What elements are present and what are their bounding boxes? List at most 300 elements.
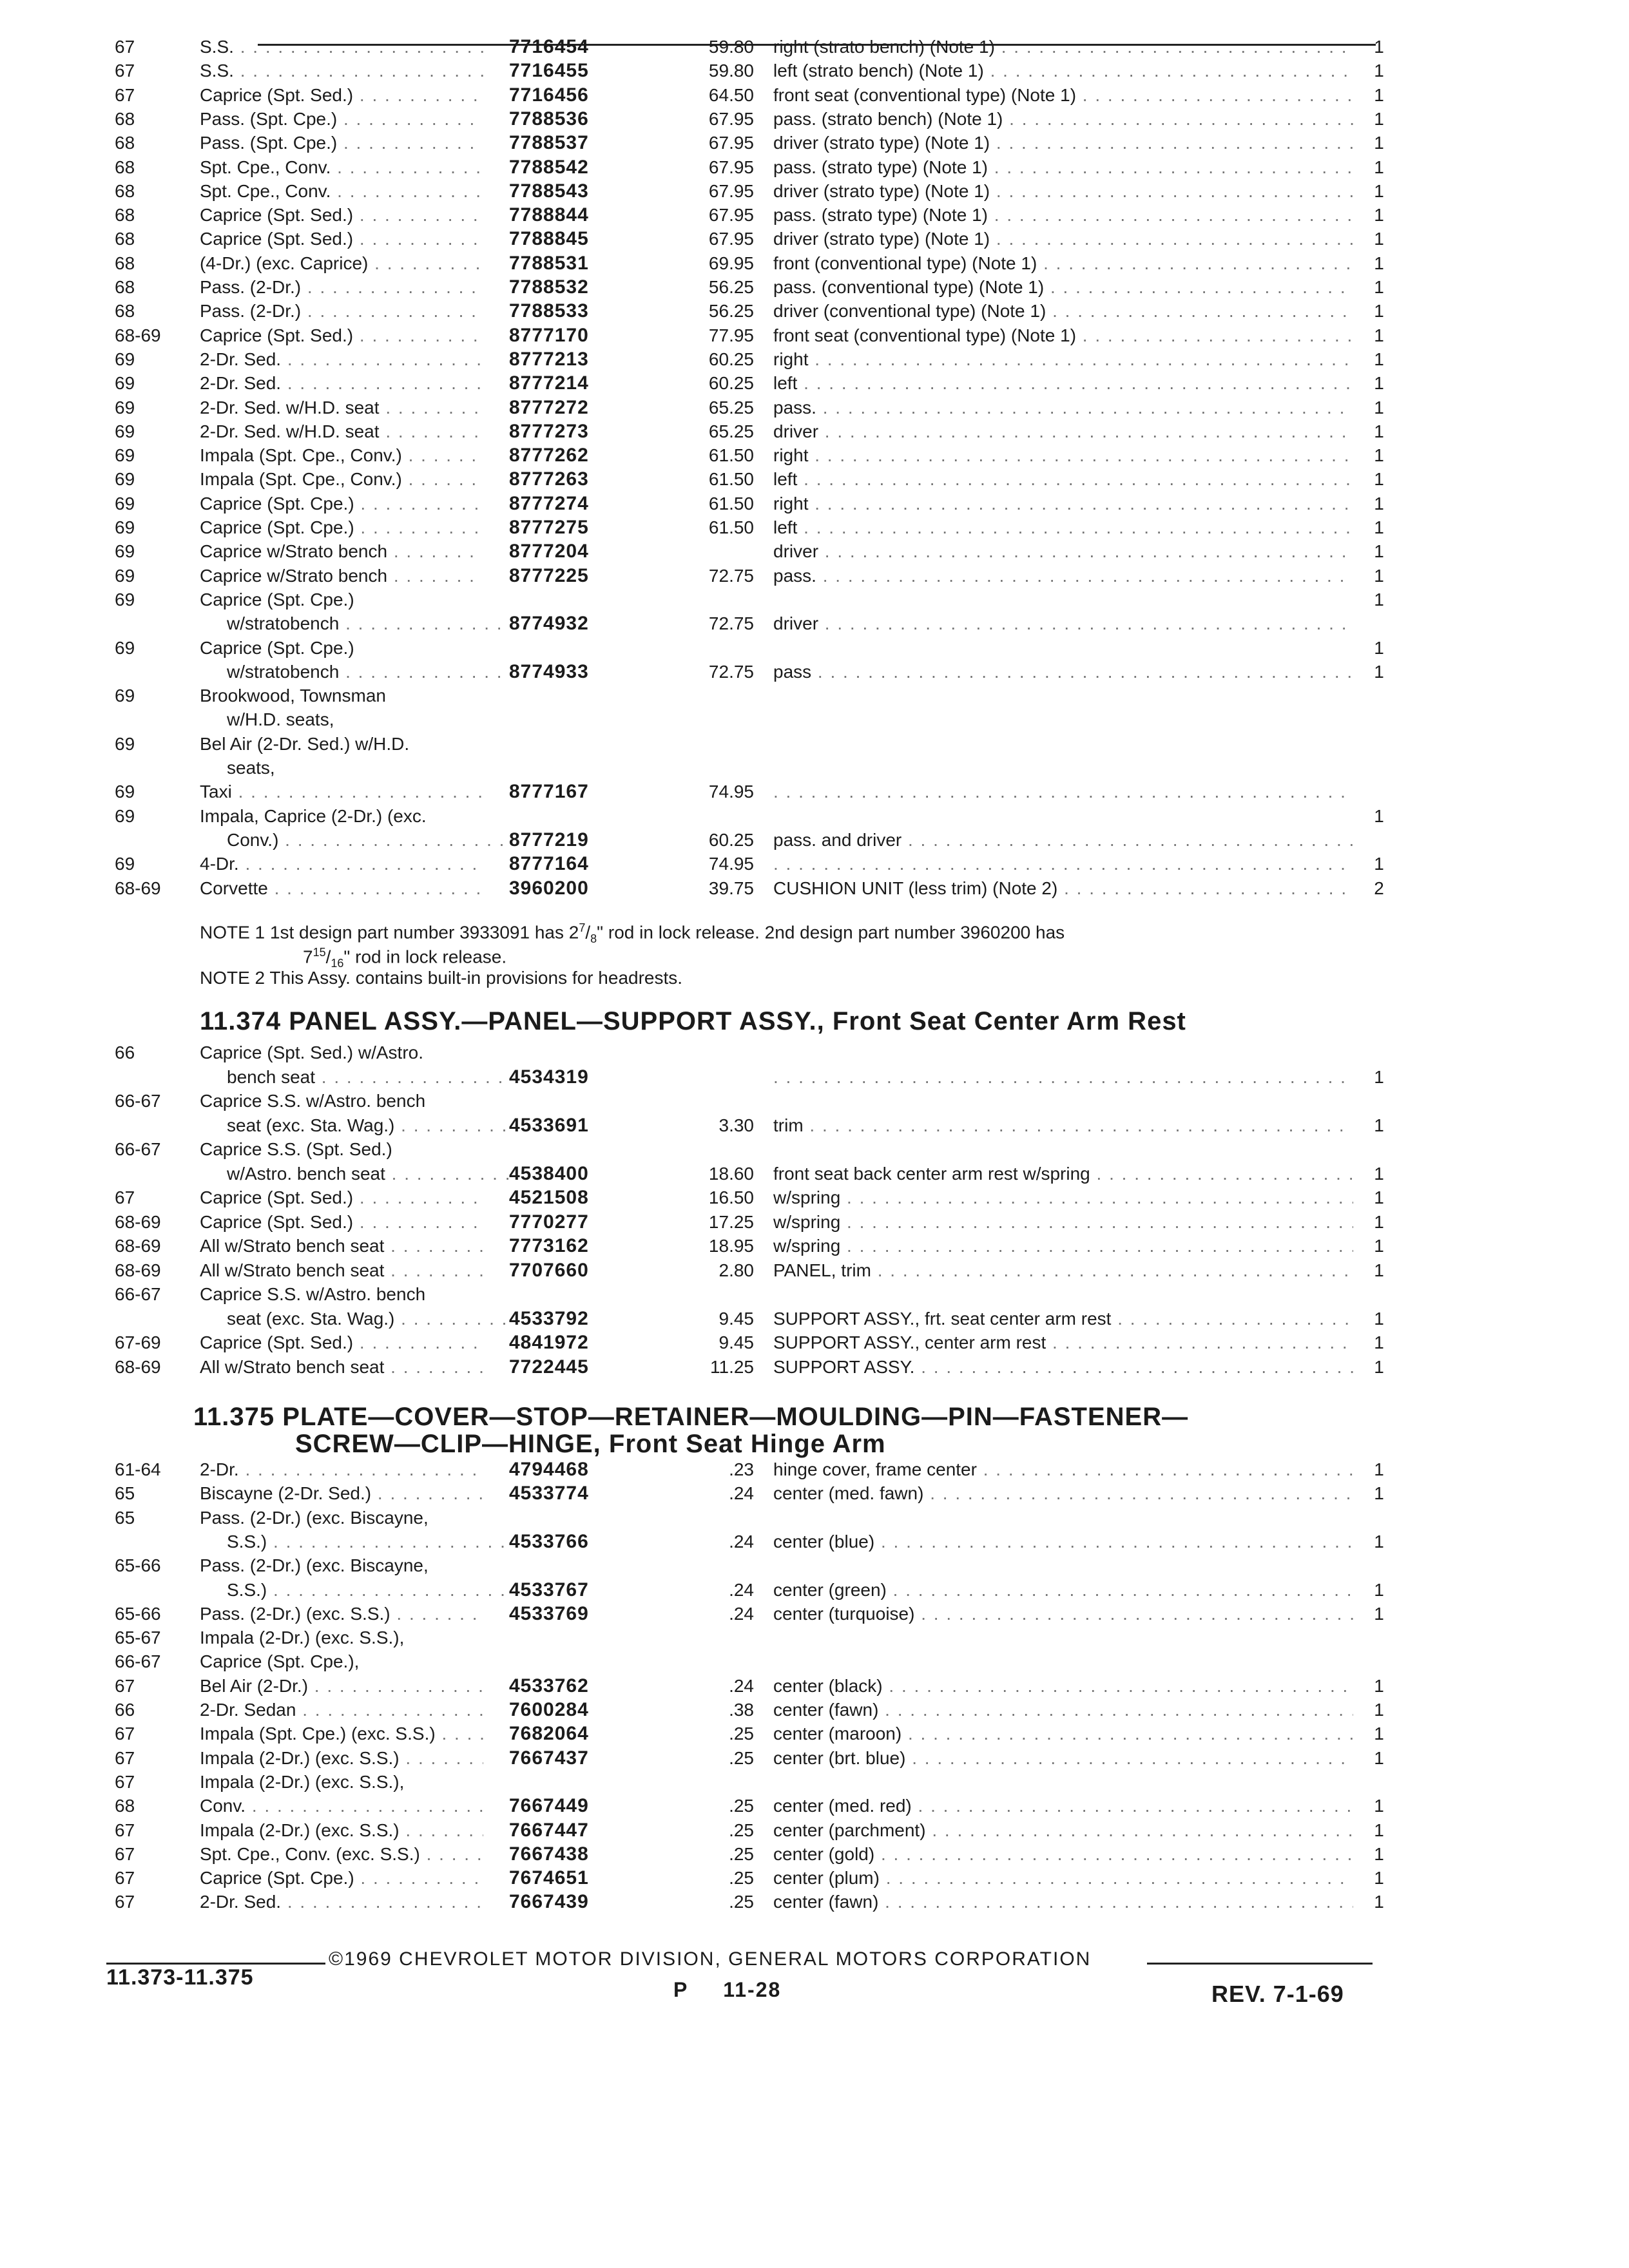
part-number: 8777214 [509, 372, 589, 394]
part-number: 4533769 [509, 1602, 589, 1624]
model-year: 67 [115, 37, 135, 57]
table-row [0, 1530, 1629, 1554]
table-row [0, 1674, 1629, 1698]
part-number: 4538400 [509, 1162, 589, 1184]
table-row [0, 1113, 1629, 1138]
model-name: Spt. Cpe., Conv. (exc. S.S.) . . . [200, 1842, 483, 1867]
model-name: w/Astro. bench seat . . . [227, 1162, 510, 1186]
model-name: Caprice S.S. w/Astro. bench [200, 1091, 426, 1111]
quantity: 1 [1374, 37, 1384, 57]
table-row [0, 155, 1629, 180]
description: center (fawn) . . . [773, 1890, 1353, 1914]
note-1-continued: $7^{15}/_{16}$" rod in lock release. [303, 946, 507, 970]
table-row [0, 1089, 1629, 1113]
price: 67.95 [708, 133, 754, 153]
table-row [0, 1746, 1629, 1771]
quantity: 1 [1374, 1163, 1384, 1184]
quantity: 1 [1374, 1483, 1384, 1504]
model-name: Impala, Caprice (2-Dr.) (exc. [200, 805, 427, 826]
description: pass. (strato type) (Note 1) . . . [773, 203, 1353, 227]
model-name: Biscayne (2-Dr. Sed.) . . . [200, 1481, 483, 1506]
price: 60.25 [708, 373, 754, 394]
price: 64.50 [708, 84, 754, 105]
price: 59.80 [708, 37, 754, 57]
description: left . . . [773, 371, 1353, 396]
table-row [0, 83, 1629, 108]
table-row [0, 1041, 1629, 1065]
quantity: 1 [1374, 421, 1384, 441]
price: 77.95 [708, 325, 754, 345]
model-name: Conv.) . . . [227, 828, 510, 852]
table-row [0, 1602, 1629, 1626]
part-number: 8777274 [509, 492, 589, 514]
part-number: 3960200 [509, 877, 589, 899]
part-number: 8774933 [509, 660, 589, 682]
part-number: 4533792 [509, 1307, 589, 1329]
model-name: Caprice (Spt. Cpe.) . . . [200, 492, 483, 516]
model-year: 69 [115, 469, 135, 490]
description: w/spring . . . [773, 1234, 1353, 1258]
table-row [0, 203, 1629, 227]
model-year: 61-64 [115, 1459, 161, 1479]
description: left . . . [773, 515, 1353, 540]
quantity: 1 [1374, 1579, 1384, 1600]
description: center (plum) . . . [773, 1866, 1353, 1890]
model-year: 68-69 [115, 1260, 161, 1280]
model-year: 67 [115, 61, 135, 81]
description: front seat (conventional type) (Note 1) . . . [773, 323, 1353, 348]
model-year: 69 [115, 565, 135, 586]
part-number: 8774932 [509, 613, 589, 635]
part-number: 7716456 [509, 84, 589, 106]
part-number: 7716454 [509, 36, 589, 57]
price: .25 [729, 1724, 754, 1744]
model-name: 2-Dr. Sed. . . . [200, 371, 483, 396]
model-year: 69 [115, 782, 135, 802]
table-row [0, 179, 1629, 204]
model-name: Pass. (2-Dr.) (exc. Biscayne, [200, 1555, 429, 1576]
quantity: 1 [1374, 1332, 1384, 1352]
part-number: 8777272 [509, 396, 589, 418]
table-row [0, 636, 1629, 660]
quantity: 1 [1374, 805, 1384, 826]
model-year: 69 [115, 637, 135, 658]
table-row [0, 1794, 1629, 1818]
price: .25 [729, 1820, 754, 1840]
table-row [0, 756, 1629, 780]
model-name: Impala (Spt. Cpe.) (exc. S.S.) . . . [200, 1722, 483, 1746]
model-year: 66 [115, 1700, 135, 1720]
quantity: 1 [1374, 1211, 1384, 1232]
model-name: Caprice (Spt. Cpe.), [200, 1651, 360, 1672]
section-11-375-heading-line2: SCREW—CLIP—HINGE, Front Seat Hinge Arm [295, 1430, 886, 1458]
table-row [0, 419, 1629, 444]
model-name: 2-Dr. Sed. w/H.D. seat . . . [200, 396, 483, 420]
price: 60.25 [708, 349, 754, 369]
price: 72.75 [708, 565, 754, 586]
model-year: 66-67 [115, 1651, 161, 1672]
model-name: (4-Dr.) (exc. Caprice) . . . [200, 251, 483, 276]
model-year: 68 [115, 301, 135, 322]
part-number: 8777167 [509, 781, 589, 803]
quantity: 1 [1374, 1459, 1384, 1479]
quantity: 1 [1374, 1066, 1384, 1087]
quantity: 1 [1374, 1115, 1384, 1135]
model-name: S.S. . . . [200, 59, 483, 83]
model-year: 68-69 [115, 325, 161, 345]
table-row [0, 227, 1629, 251]
description: pass. (conventional type) (Note 1) . . . [773, 275, 1353, 300]
description: w/spring . . . [773, 1210, 1353, 1235]
part-number: 7788844 [509, 204, 589, 226]
table-row [0, 1818, 1629, 1843]
price: 3.30 [718, 1115, 754, 1135]
model-name: Impala (2-Dr.) (exc. S.S.) . . . [200, 1746, 483, 1771]
model-year: 68 [115, 133, 135, 153]
quantity: 1 [1374, 1820, 1384, 1840]
quantity: 1 [1374, 1747, 1384, 1768]
description [773, 1065, 1353, 1090]
model-year: 69 [115, 397, 135, 418]
table-row [0, 539, 1629, 564]
table-row [0, 1649, 1629, 1674]
model-year: 69 [115, 373, 135, 394]
table-row [0, 1578, 1629, 1602]
part-number: 8777170 [509, 324, 589, 346]
table-row [0, 1331, 1629, 1355]
quantity: 1 [1374, 157, 1384, 177]
model-name: All w/Strato bench seat . . . [200, 1234, 483, 1258]
model-name: S.S. . . . [200, 35, 483, 59]
table-row [0, 131, 1629, 155]
price: 74.95 [708, 782, 754, 802]
price: 69.95 [708, 253, 754, 273]
model-year: 67-69 [115, 1332, 161, 1352]
quantity: 1 [1374, 325, 1384, 345]
quantity: 1 [1374, 469, 1384, 490]
description: SUPPORT ASSY., center arm rest . . . [773, 1331, 1353, 1355]
description: hinge cover, frame center . . . [773, 1457, 1353, 1482]
part-number: 4794468 [509, 1459, 589, 1480]
price: 2.80 [718, 1260, 754, 1280]
model-name: Caprice (Spt. Cpe.) [200, 589, 354, 610]
model-year: 67 [115, 1675, 135, 1696]
model-name: Conv. . . . [200, 1794, 483, 1818]
description: driver . . . [773, 539, 1353, 564]
price: 18.60 [708, 1163, 754, 1184]
price: 65.25 [708, 397, 754, 418]
part-number: 7667438 [509, 1843, 589, 1865]
model-year: 66-67 [115, 1091, 161, 1111]
description: pass . . . [773, 660, 1353, 684]
description: front seat back center arm rest w/spring . . . [773, 1162, 1353, 1186]
model-name: Pass. (2-Dr.) . . . [200, 275, 483, 300]
price: .24 [729, 1531, 754, 1552]
price: 67.95 [708, 157, 754, 177]
price: 60.25 [708, 829, 754, 850]
model-year: 68 [115, 1796, 135, 1816]
model-year: 67 [115, 1187, 135, 1207]
model-name: Bel Air (2-Dr. Sed.) w/H.D. [200, 733, 410, 754]
model-name: Impala (Spt. Cpe., Conv.) . . . [200, 443, 483, 468]
table-row [0, 1770, 1629, 1794]
price: 74.95 [708, 854, 754, 874]
price: 17.25 [708, 1211, 754, 1232]
table-row [0, 732, 1629, 756]
part-number: 4533766 [509, 1530, 589, 1552]
price: 67.95 [708, 180, 754, 201]
model-name: Pass. (Spt. Cpe.) . . . [200, 131, 483, 155]
model-year: 67 [115, 1892, 135, 1912]
part-number: 8777225 [509, 564, 589, 586]
model-year: 67 [115, 1820, 135, 1840]
table-row [0, 707, 1629, 732]
quantity: 1 [1374, 637, 1384, 658]
model-year: 68 [115, 277, 135, 297]
model-name: w/stratobench . . . [227, 660, 510, 684]
price: 56.25 [708, 301, 754, 322]
table-row [0, 107, 1629, 131]
model-year: 67 [115, 1843, 135, 1864]
model-year: 69 [115, 589, 135, 610]
description: center (maroon) . . . [773, 1722, 1353, 1746]
part-number: 8777213 [509, 348, 589, 370]
price: 67.95 [708, 108, 754, 129]
quantity: 1 [1374, 1843, 1384, 1864]
model-year: 67 [115, 1747, 135, 1768]
part-number: 7667449 [509, 1795, 589, 1817]
model-year: 69 [115, 445, 135, 466]
table-row [0, 396, 1629, 420]
part-number: 7667439 [509, 1891, 589, 1913]
model-name: S.S.) . . . [227, 1530, 510, 1554]
note-2: NOTE 2 This Assy. contains built-in provisions for headrests. [200, 968, 683, 988]
part-number: 8777275 [509, 517, 589, 538]
model-year: 65 [115, 1483, 135, 1504]
table-row [0, 660, 1629, 684]
part-number: 7788537 [509, 132, 589, 154]
price: .25 [729, 1796, 754, 1816]
description: center (parchment) . . . [773, 1818, 1353, 1843]
quantity: 1 [1374, 397, 1384, 418]
quantity: 1 [1374, 1236, 1384, 1256]
quantity: 1 [1374, 229, 1384, 249]
quantity: 1 [1374, 445, 1384, 466]
table-row [0, 1842, 1629, 1867]
part-number: 7667447 [509, 1819, 589, 1841]
description: driver . . . [773, 419, 1353, 444]
part-number: 4533767 [509, 1579, 589, 1600]
table-row [0, 1722, 1629, 1746]
table-row [0, 828, 1629, 852]
quantity: 1 [1374, 493, 1384, 514]
table-row [0, 323, 1629, 348]
price: 61.50 [708, 493, 754, 514]
model-name: Caprice (Spt. Sed.) . . . [200, 203, 483, 227]
quantity: 1 [1374, 1187, 1384, 1207]
price: 72.75 [708, 613, 754, 634]
model-name: seats, [227, 758, 275, 778]
model-year: 69 [115, 517, 135, 537]
price: 9.45 [718, 1332, 754, 1352]
price: .24 [729, 1675, 754, 1696]
description: SUPPORT ASSY., frt. seat center arm rest . . . [773, 1307, 1353, 1331]
price: 39.75 [708, 878, 754, 898]
table-row [0, 1186, 1629, 1210]
quantity: 1 [1374, 349, 1384, 369]
model-name: Pass. (2-Dr.) . . . [200, 299, 483, 323]
description: w/spring . . . [773, 1186, 1353, 1210]
price: 67.95 [708, 205, 754, 226]
table-row [0, 275, 1629, 300]
quantity: 1 [1374, 517, 1384, 537]
quantity: 1 [1374, 854, 1384, 874]
description [773, 852, 1353, 876]
table-row [0, 1210, 1629, 1235]
price: 61.50 [708, 517, 754, 537]
model-year: 65-66 [115, 1555, 161, 1576]
model-year: 67 [115, 1771, 135, 1792]
model-year: 69 [115, 733, 135, 754]
model-name: Spt. Cpe., Conv. . . . [200, 179, 483, 204]
model-name: Caprice w/Strato bench . . . [200, 564, 483, 588]
table-row [0, 1866, 1629, 1890]
model-name: 2-Dr. . . . [200, 1457, 483, 1482]
description: front (conventional type) (Note 1) . . . [773, 251, 1353, 276]
description: pass. . . . [773, 396, 1353, 420]
price: 56.25 [708, 277, 754, 297]
model-name: Caprice (Spt. Sed.) . . . [200, 1210, 483, 1235]
quantity: 1 [1374, 277, 1384, 297]
description: driver (strato type) (Note 1) . . . [773, 131, 1353, 155]
quantity: 1 [1374, 1260, 1384, 1280]
part-number: 7600284 [509, 1699, 589, 1720]
quantity: 1 [1374, 1308, 1384, 1329]
description: CUSHION UNIT (less trim) (Note 2) . . . [773, 876, 1353, 901]
quantity: 1 [1374, 108, 1384, 129]
model-name: Caprice (Spt. Sed.) . . . [200, 227, 483, 251]
model-year: 68 [115, 205, 135, 226]
quantity: 1 [1374, 589, 1384, 610]
model-year: 68-69 [115, 878, 161, 898]
footer-revision: REV. 7-1-69 [1211, 1981, 1344, 2007]
table-row [0, 515, 1629, 540]
price: .24 [729, 1483, 754, 1504]
model-name: Corvette . . . [200, 876, 483, 901]
footer-rule-left [106, 1963, 325, 1965]
description: pass. (strato bench) (Note 1) . . . [773, 107, 1353, 131]
model-year: 69 [115, 541, 135, 562]
model-name: Caprice (Spt. Sed.) . . . [200, 1331, 483, 1355]
quantity: 1 [1374, 205, 1384, 226]
price: .23 [729, 1459, 754, 1479]
model-name: S.S.) . . . [227, 1578, 510, 1602]
part-number: 8777164 [509, 853, 589, 875]
table-row [0, 1258, 1629, 1283]
model-name: Caprice S.S. (Spt. Sed.) [200, 1139, 392, 1159]
price: 61.50 [708, 469, 754, 490]
model-year: 65-66 [115, 1603, 161, 1624]
price: .25 [729, 1868, 754, 1888]
part-number: 4534319 [509, 1066, 589, 1088]
quantity: 1 [1374, 133, 1384, 153]
price: 72.75 [708, 661, 754, 682]
table-row [0, 588, 1629, 612]
quantity: 1 [1374, 1724, 1384, 1744]
description: center (fawn) . . . [773, 1698, 1353, 1722]
description [773, 780, 1353, 804]
quantity: 1 [1374, 1531, 1384, 1552]
description: trim . . . [773, 1113, 1353, 1138]
model-year: 68 [115, 229, 135, 249]
model-name: w/stratobench . . . [227, 611, 510, 636]
model-name: Spt. Cpe., Conv. . . . [200, 155, 483, 180]
price: 67.95 [708, 229, 754, 249]
part-number: 8777204 [509, 541, 589, 562]
quantity: 1 [1374, 1356, 1384, 1377]
part-number: 8777219 [509, 829, 589, 850]
part-number: 7788531 [509, 252, 589, 274]
quantity: 1 [1374, 1796, 1384, 1816]
price: .25 [729, 1843, 754, 1864]
model-name: w/H.D. seats, [227, 709, 334, 730]
model-year: 66 [115, 1043, 135, 1062]
table-row [0, 1457, 1629, 1482]
description: center (gold) . . . [773, 1842, 1353, 1867]
part-number: 7788532 [509, 276, 589, 298]
description: pass. (strato type) (Note 1) . . . [773, 155, 1353, 180]
description: driver . . . [773, 611, 1353, 636]
model-name: bench seat . . . [227, 1065, 510, 1090]
model-year: 68 [115, 108, 135, 129]
table-row [0, 1065, 1629, 1090]
part-number: 7788845 [509, 228, 589, 250]
model-name: Caprice (Spt. Sed.) . . . [200, 83, 483, 108]
table-row [0, 443, 1629, 468]
part-number: 4841972 [509, 1332, 589, 1353]
price: .38 [729, 1700, 754, 1720]
part-number: 8777263 [509, 468, 589, 490]
description: right . . . [773, 347, 1353, 372]
description: PANEL, trim . . . [773, 1258, 1353, 1283]
model-name: Caprice (Spt. Cpe.) [200, 637, 354, 658]
model-year: 68 [115, 157, 135, 177]
table-row [0, 1282, 1629, 1307]
model-year: 67 [115, 84, 135, 105]
model-year: 68-69 [115, 1211, 161, 1232]
table-row [0, 1698, 1629, 1722]
quantity: 1 [1374, 661, 1384, 682]
model-name: Caprice (Spt. Cpe.) . . . [200, 1866, 483, 1890]
model-year: 69 [115, 686, 135, 706]
description: center (med. fawn) . . . [773, 1481, 1353, 1506]
model-name: Impala (2-Dr.) (exc. S.S.) . . . [200, 1818, 483, 1843]
model-name: Pass. (Spt. Cpe.) . . . [200, 107, 483, 131]
price: .25 [729, 1747, 754, 1768]
model-year: 69 [115, 493, 135, 514]
part-number: 7707660 [509, 1259, 589, 1281]
model-name: 2-Dr. Sed. . . . [200, 1890, 483, 1914]
section-11-375-heading: 11.375 PLATE—COVER—STOP—RETAINER—MOULDING—PIN—FASTENER— [193, 1403, 1189, 1431]
model-name: Impala (2-Dr.) (exc. S.S.), [200, 1771, 405, 1792]
part-number: 7722445 [509, 1356, 589, 1378]
description: front seat (conventional type) (Note 1) . . . [773, 83, 1353, 108]
table-row [0, 492, 1629, 516]
quantity: 1 [1374, 541, 1384, 562]
quantity: 1 [1374, 565, 1384, 586]
part-number: 7674651 [509, 1867, 589, 1889]
table-row [0, 1137, 1629, 1162]
